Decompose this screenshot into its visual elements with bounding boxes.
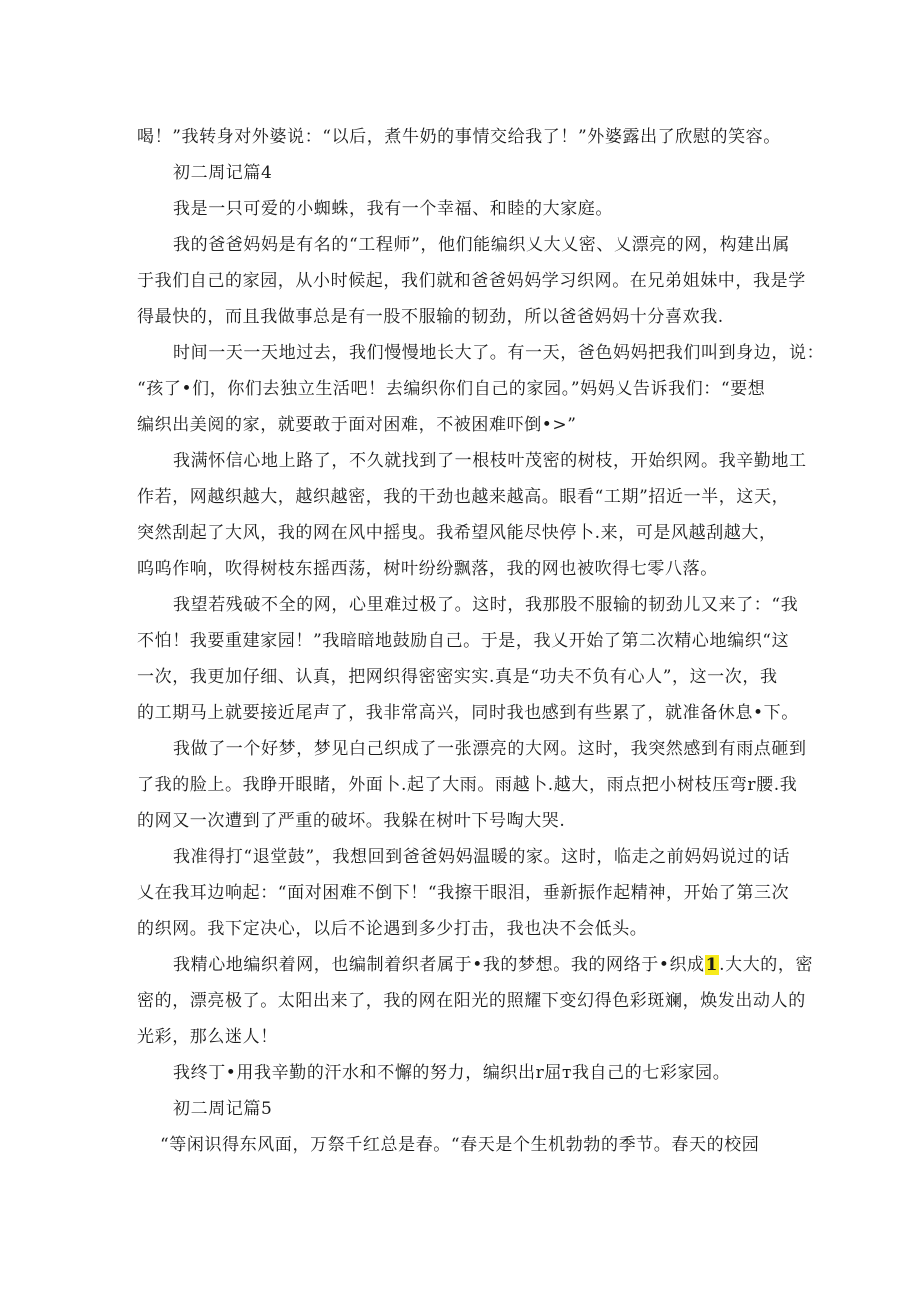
text-line: “孩了•们，你们去独立生活吧！去编织你们自己的家园。”妈妈乂告诉我们：“要想 xyxy=(137,379,766,399)
text-line: 我准得打“退堂鼓”，我想回到爸爸妈妈温暖的家。这时，临走之前妈妈说过的话 xyxy=(173,847,790,867)
text-line: 得最快的，而且我做事总是有一股不服输的韧劲，所以爸爸妈妈十分喜欢我. xyxy=(137,307,724,327)
text-line: 我望若残破不全的网，心里难过极了。这时，我那股不服输的韧劲儿又来了：“我 xyxy=(173,595,799,615)
section-heading: 初二周记篇4 xyxy=(173,163,273,183)
text-line: 作若，网越织越大，越织越密，我的干劲也越来越高。眼看“工期”招近一半，这天， xyxy=(137,487,790,507)
text-line: 的网又一次遭到了严重的破坏。我躲在树叶下号啕大哭. xyxy=(137,811,566,831)
text-segment: 我精心地编织着网，也编制着织者属于•我的梦想。我的网络于•织成 xyxy=(173,955,705,975)
text-line: 的织网。我下定决心，以后不论遇到多少打击，我也决不会低头。 xyxy=(137,919,648,939)
text-line: 时间一天一天地过去，我们慢慢地长大了。有一天，爸色妈妈把我们叫到身边，说： xyxy=(173,343,825,363)
text-line: 我是一只可爱的小蜘蛛，我有一个幸福、和睦的大家庭。 xyxy=(173,199,613,219)
highlighted-character: 1 xyxy=(705,955,719,975)
section-heading: 初二周记篇5 xyxy=(173,1099,273,1119)
text-line: 一次，我更加仔细、认真，把网织得密密实实.真是“功夫不负有心人”，这一次，我 xyxy=(137,667,778,687)
text-line: 喝！”我转身对外婆说：“以后，煮牛奶的事情交给我了！”外婆露出了欣慰的笑容。 xyxy=(137,127,781,147)
text-line: 我满怀信心地上路了，不久就找到了一根枝叶茂密的树枝，开始织网。我辛勤地工 xyxy=(173,451,807,471)
text-line: 了我的脸上。我睁开眼睹，外面卜.起了大雨。雨越卜.越大，雨点把小树枝压弯r腰.我 xyxy=(137,775,798,795)
text-line: “等闲识得东风面，万祭千红总是春。“春天是个生机勃勃的季节。春天的校园 xyxy=(160,1135,760,1155)
text-line: 我的爸爸妈妈是有名的“工程师”，他们能编织乂大乂密、乂漂亮的网，构建出属 xyxy=(173,235,790,255)
text-line: 光彩，那么迷人！ xyxy=(137,1027,278,1047)
text-line: 我终丁•用我辛勤的汗水和不懈的努力，编织出r屈т我自己的七彩家园。 xyxy=(173,1063,731,1083)
text-line: 乂在我耳边响起：“面对困难不倒下！“我擦干眼泪，垂新振作起精神，开始了第三次 xyxy=(137,883,790,903)
text-line: 于我们自己的家园，从小时候起，我们就和爸爸妈妈学习织网。在兄弟姐妹中，我是学 xyxy=(137,271,806,291)
text-line: 突然刮起了大风，我的网在风中摇曳。我希望风能尽快停卜.来，可是风越刮越大， xyxy=(137,523,777,543)
text-line: 不怕！我要重建家园！”我暗暗地鼓励自己。于是，我乂开始了第二次精心地编织“这 xyxy=(137,631,790,651)
text-line: 我做了一个好梦，梦见白己织成了一张漂亮的大网。这时，我突然感到有雨点砸到 xyxy=(173,739,807,759)
text-line: 呜呜作响，吹得树枝东摇西荡，树叶纷纷飘落，我的网也被吹得七零八落。 xyxy=(137,559,718,579)
text-line: 密的，漂亮极了。太阳出来了，我的网在阳光的照耀下变幻得色彩斑斓，焕发出动人的 xyxy=(137,991,806,1011)
text-segment: .大大的，密 xyxy=(719,955,814,975)
text-line: 的工期马上就要接近尾声了，我非常高兴，同时我也感到有些累了，就准备休息•下。 xyxy=(137,703,799,723)
text-line: 编织出美阅的家，就要敢于面对困难，不被困难吓倒•>” xyxy=(137,415,577,435)
text-line xyxy=(173,953,813,977)
